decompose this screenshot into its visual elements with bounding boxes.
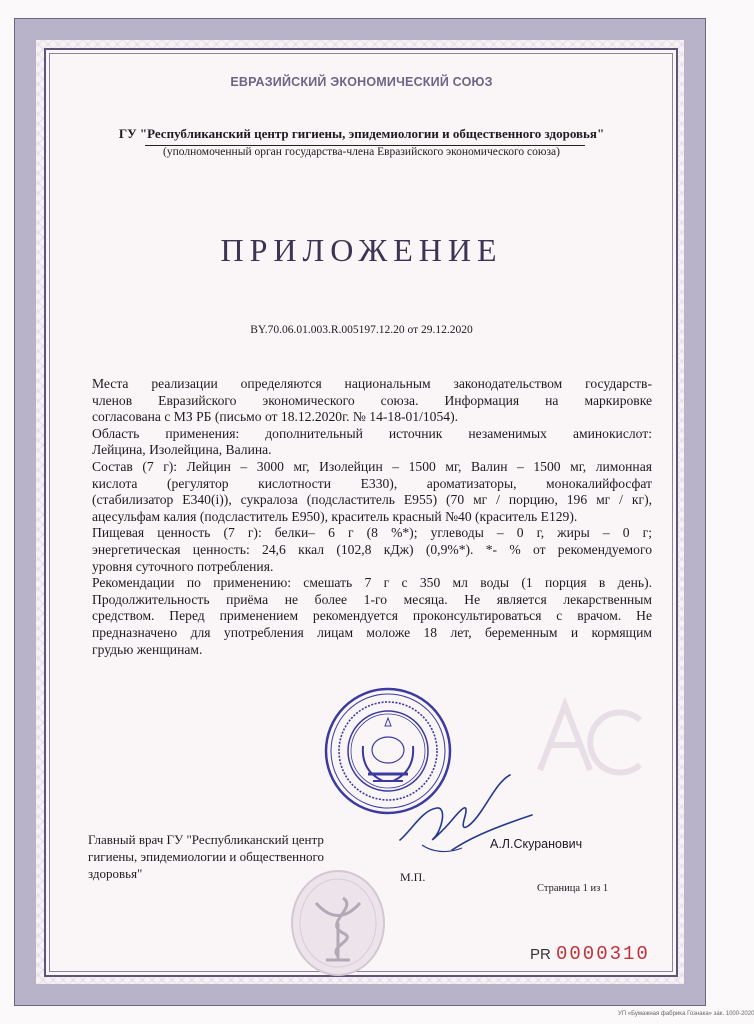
body-line: предназначено для употребления лицам моложе 18 лет, беременным и кормящим [92, 624, 652, 640]
body-line: Пищевая ценность (7 г): белки– 6 г (8 %*); углеводы – 0 г, жиры – 0 г; [92, 525, 652, 541]
hygieia-emblem-icon [288, 868, 388, 978]
printer-footer: УП «Бумажная фабрика Гознака» зак. 1000-2020 [618, 1011, 754, 1017]
body-line: согласована с МЗ РБ (письмо от 18.12.2020г. № 14-18-01/1054). [92, 409, 459, 425]
document-number: BY.70.06.01.003.R.005197.12.20 от 29.12.2020 [250, 324, 473, 336]
organization-name: ГУ "Республиканский центр гигиены, эпидемиологии и общественного здоровья" [118, 126, 605, 141]
body-line: кислота (регулятор кислотности E330), ароматизаторы, монокалийфосфат [92, 475, 652, 491]
stamp-place-label: М.П. [400, 870, 426, 884]
body-line: Состав (7 г): Лейцин – 3000 мг, Изолейцин – 1500 мг, Валин – 1500 мг, лимонная [92, 458, 652, 474]
body-line: грудью женщинам. [92, 641, 203, 657]
page-number: Страница 1 из 1 [537, 883, 609, 894]
watermark-graphic [530, 690, 650, 790]
body-line: Продолжительность приёма не более 1-го месяца. Не является лекарственным [92, 591, 652, 607]
body-line: Лейцина, Изолейцина, Валина. [92, 442, 272, 458]
form-number: 0000310 [556, 943, 650, 965]
document-title: ПРИЛОЖЕНИЕ [220, 232, 503, 268]
body-line: уровня суточного потребления. [92, 558, 274, 574]
body-line: Места реализации определяются национальным законодательством государств- [92, 376, 652, 391]
body-line: (стабилизатор E340(i)), сукралоза (подсластитель E955) (70 мг / порцию, 196 мг / кг), [92, 492, 652, 508]
chief-physician-position: Главный врач ГУ "Республиканский центр гигиены, эпидемиологии и общественного здоровья" [88, 832, 325, 881]
form-series: PR [530, 946, 551, 963]
body-text [92, 376, 652, 658]
body-line: энергетическая ценность: 24,6 ккал (102,8 кДж) (0,9%*). *- % от рекомендуемого [92, 541, 652, 557]
union-header: ЕВРАЗИЙСКИЙ ЭКОНОМИЧЕСКИЙ СОЮЗ [230, 75, 493, 89]
organization-note: (уполномоченный орган государства-члена Евразийского экономического союза) [163, 146, 560, 158]
body-line: Область применения: дополнительный источник незаменимых аминокислот: [92, 425, 652, 441]
body-line: Рекомендации по применению: смешать 7 г с 350 мл воды (1 порция в день). [92, 575, 652, 591]
body-line: членов Евразийского экономического союза. Информация на маркировке [92, 392, 652, 408]
body-line: средством. Перед применением рекомендуется проконсультироваться с врачом. Не [92, 608, 652, 624]
body-line: ацесульфам калия (подсластитель E950), краситель красный №40 (краситель E129). [92, 508, 578, 524]
signer-name: А.Л.Скуранович [490, 837, 583, 851]
